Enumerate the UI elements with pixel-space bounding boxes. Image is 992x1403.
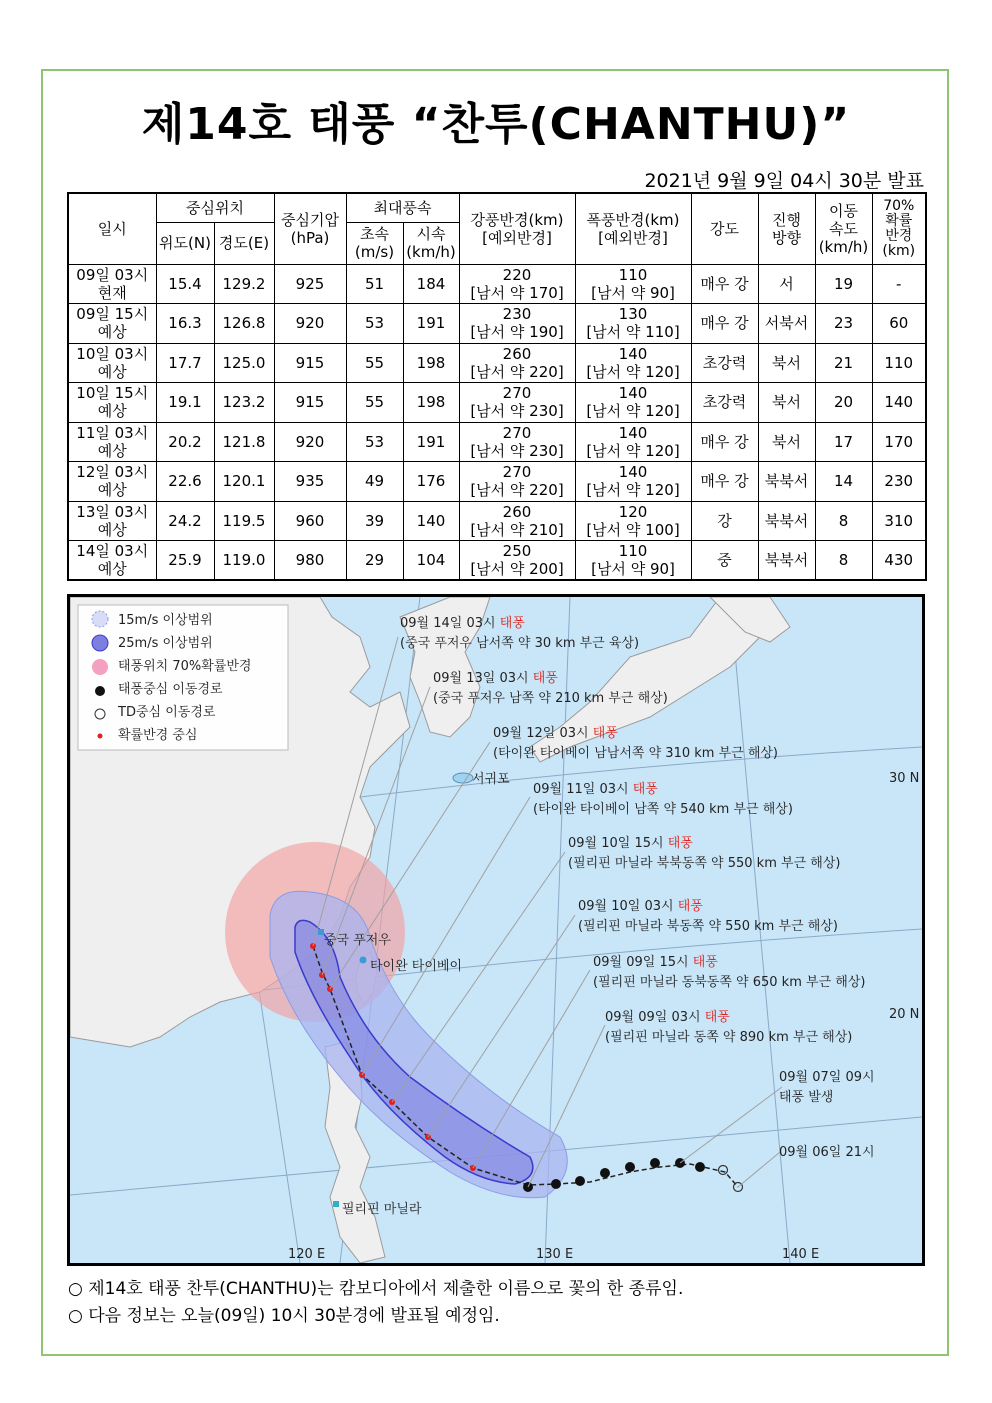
forecast-table (67, 192, 927, 581)
cell-lon: 125.0 (214, 343, 274, 383)
callout-time: 09월 13일 03시 태풍 (433, 671, 558, 686)
header-speed: 이동 속도 (km/h) (815, 193, 872, 264)
legend-label: 25m/s 이상범위 (118, 636, 213, 651)
cell-ms: 53 (346, 422, 403, 462)
cell-prob: 430 (872, 541, 926, 581)
header-ms: 초속 (m/s) (346, 222, 403, 264)
cell-storm: 110 [남서 약 90] (575, 541, 691, 581)
callout-tag: 태풍 (667, 836, 693, 851)
table-row (68, 541, 926, 581)
cell-time: 10일 15시 예상 (68, 383, 156, 423)
cell-lat: 15.4 (156, 264, 214, 304)
cell-lat: 19.1 (156, 383, 214, 423)
cell-kmh: 198 (403, 383, 459, 423)
typhoon-symbol-icon (95, 686, 105, 696)
cell-kmh: 191 (403, 304, 459, 344)
start-time: 09월 06일 21시 (779, 1145, 875, 1160)
cell-storm: 120 [남서 약 100] (575, 501, 691, 541)
table-row (68, 462, 926, 502)
callout-time: 09월 10일 15시 태풍 (568, 836, 693, 851)
cell-intensity: 매우 강 (691, 304, 758, 344)
cell-lon: 121.8 (214, 422, 274, 462)
callout-desc: (중국 푸저우 남쪽 약 210 km 부근 해상) (433, 691, 668, 706)
callout-time: 09월 11일 03시 태풍 (533, 782, 658, 797)
cell-storm: 140 [남서 약 120] (575, 343, 691, 383)
typhoon-symbol-past-4 (625, 1162, 635, 1172)
cell-time: 09일 15시 예상 (68, 304, 156, 344)
genesis-desc: 태풍 발생 (779, 1090, 834, 1105)
forecast-rows (68, 264, 926, 580)
cell-speed: 21 (815, 343, 872, 383)
cell-time: 09일 03시 현재 (68, 264, 156, 304)
cell-intensity: 초강력 (691, 343, 758, 383)
callout-tag: 태풍 (632, 782, 658, 797)
header-center: 중심위치 (156, 193, 274, 222)
cell-gale: 270 [남서 약 220] (459, 462, 575, 502)
cell-gale: 260 [남서 약 210] (459, 501, 575, 541)
cell-lon: 120.1 (214, 462, 274, 502)
map-canvas (70, 597, 922, 1263)
cell-dir: 서 (758, 264, 815, 304)
cell-time: 10일 03시 예상 (68, 343, 156, 383)
cell-hpa: 920 (274, 422, 346, 462)
cell-prob: 110 (872, 343, 926, 383)
cell-dir: 북북서 (758, 462, 815, 502)
light-blue-circle-icon (92, 611, 108, 627)
table-row (68, 304, 926, 344)
cell-lat: 24.2 (156, 501, 214, 541)
genesis-time: 09월 07일 09시 (779, 1070, 875, 1085)
cell-ms: 39 (346, 501, 403, 541)
label-taipei: 타이완 타이베이 (370, 959, 463, 974)
grid-label-20n: 20 N (889, 1007, 920, 1022)
cell-kmh: 104 (403, 541, 459, 581)
cell-kmh: 191 (403, 422, 459, 462)
legend-label: 태풍중심 이동경로 (118, 682, 223, 697)
notes (68, 1276, 683, 1330)
cell-intensity: 중 (691, 541, 758, 581)
cell-storm: 130 [남서 약 110] (575, 304, 691, 344)
cell-prob: - (872, 264, 926, 304)
cell-lon: 126.8 (214, 304, 274, 344)
land-jeju (453, 773, 473, 783)
header-storm-radius: 폭풍반경(km) [예외반경] (575, 193, 691, 264)
cell-prob: 310 (872, 501, 926, 541)
cell-dir: 서북서 (758, 304, 815, 344)
cell-gale: 270 [남서 약 230] (459, 422, 575, 462)
cell-gale: 260 [남서 약 220] (459, 343, 575, 383)
cell-intensity: 매우 강 (691, 422, 758, 462)
header-maxwind: 최대풍속 (346, 193, 459, 222)
cell-dir: 북북서 (758, 541, 815, 581)
cell-ms: 55 (346, 383, 403, 423)
cell-hpa: 925 (274, 264, 346, 304)
cell-speed: 8 (815, 501, 872, 541)
cell-dir: 북서 (758, 383, 815, 423)
callout-time: 09월 12일 03시 태풍 (493, 726, 618, 741)
typhoon-symbol-past-7 (695, 1162, 705, 1172)
grid-label-140e: 140 E (782, 1247, 820, 1262)
cell-lon: 119.0 (214, 541, 274, 581)
cell-dir: 북서 (758, 343, 815, 383)
legend-label: 확률반경 중심 (118, 728, 198, 743)
cell-speed: 19 (815, 264, 872, 304)
label-fuzhou: 중국 푸저우 (324, 933, 391, 948)
cell-lon: 123.2 (214, 383, 274, 423)
grid-label-30n: 30 N (889, 771, 920, 786)
grid-label-130e: 130 E (536, 1247, 574, 1262)
callout-tag: 태풍 (677, 899, 703, 914)
callout-time: 09월 10일 03시 태풍 (578, 899, 703, 914)
cell-kmh: 198 (403, 343, 459, 383)
callout-time: 09월 09일 03시 태풍 (605, 1010, 730, 1025)
track-map (67, 594, 925, 1266)
cell-lon: 119.5 (214, 501, 274, 541)
cell-hpa: 915 (274, 383, 346, 423)
header-intensity: 강도 (691, 193, 758, 264)
cell-ms: 53 (346, 304, 403, 344)
label-seogwipo: 서귀포 (472, 772, 510, 787)
red-dot-icon (98, 734, 103, 739)
callout-time: 09월 14일 03시 태풍 (400, 616, 525, 631)
callout-time: 09월 09일 15시 태풍 (593, 955, 718, 970)
typhoon-symbol-past-5 (650, 1158, 660, 1168)
cell-ms: 49 (346, 462, 403, 502)
cell-hpa: 960 (274, 501, 346, 541)
cell-hpa: 980 (274, 541, 346, 581)
page-title: 제14호 태풍 “찬투(CHANTHU)” (141, 99, 851, 150)
cell-kmh: 176 (403, 462, 459, 502)
cell-gale: 220 [남서 약 170] (459, 264, 575, 304)
typhoon-symbol-past-3 (600, 1168, 610, 1178)
typhoon-symbol-past-1 (551, 1179, 561, 1189)
cell-gale: 230 [남서 약 190] (459, 304, 575, 344)
grid-label-120e: 120 E (288, 1247, 326, 1262)
table-row (68, 264, 926, 304)
table-row (68, 343, 926, 383)
legend-label: TD중심 이동경로 (118, 705, 216, 720)
header-direction: 진행 방향 (758, 193, 815, 264)
callout-tag: 태풍 (532, 671, 558, 686)
pink-circle-icon (92, 659, 108, 675)
cell-dir: 북북서 (758, 501, 815, 541)
callout-desc: (중국 푸저우 남서쪽 약 30 km 부근 육상) (400, 636, 640, 651)
cell-time: 12일 03시 예상 (68, 462, 156, 502)
cell-kmh: 184 (403, 264, 459, 304)
callout-tag: 태풍 (692, 955, 718, 970)
cell-speed: 17 (815, 422, 872, 462)
cell-storm: 110 [남서 약 90] (575, 264, 691, 304)
cell-lat: 16.3 (156, 304, 214, 344)
cell-time: 11일 03시 예상 (68, 422, 156, 462)
note-name-origin: ○ 제14호 태풍 찬투(CHANTHU)는 캄보디아에서 제출한 이름으로 꽃의 한 종류임. (68, 1279, 684, 1299)
cell-ms: 29 (346, 541, 403, 581)
callout-desc: (타이완 타이베이 남남서쪽 약 310 km 부근 해상) (493, 746, 779, 761)
cell-lat: 22.6 (156, 462, 214, 502)
header-pressure: 중심기압 (hPa) (274, 193, 346, 264)
cell-lat: 25.9 (156, 541, 214, 581)
cell-time: 14일 03시 예상 (68, 541, 156, 581)
cell-storm: 140 [남서 약 120] (575, 462, 691, 502)
typhoon-symbol-past-2 (575, 1176, 585, 1186)
cell-prob: 60 (872, 304, 926, 344)
cell-intensity: 강 (691, 501, 758, 541)
cell-hpa: 935 (274, 462, 346, 502)
cell-ms: 55 (346, 343, 403, 383)
legend-label: 15m/s 이상범위 (118, 613, 213, 628)
cell-speed: 14 (815, 462, 872, 502)
issued-timestamp: 2021년 9월 9일 04시 30분 발표 (644, 170, 924, 192)
blue-circle-icon (92, 635, 108, 651)
cell-intensity: 매우 강 (691, 462, 758, 502)
cell-gale: 270 [남서 약 230] (459, 383, 575, 423)
taipei-marker (360, 957, 367, 964)
callout-tag: 태풍 (704, 1010, 730, 1025)
label-manila: 필리핀 마닐라 (342, 1202, 422, 1217)
map-legend (78, 605, 288, 750)
cell-intensity: 매우 강 (691, 264, 758, 304)
cell-prob: 170 (872, 422, 926, 462)
callout-desc: (필리핀 마닐라 동쪽 약 890 km 부근 해상) (605, 1030, 853, 1045)
cell-speed: 23 (815, 304, 872, 344)
callout-desc: (필리핀 마닐라 북동쪽 약 550 km 부근 해상) (578, 919, 838, 934)
header-lat: 위도(N) (156, 222, 214, 264)
header-gale-radius: 강풍반경(km) [예외반경] (459, 193, 575, 264)
cell-storm: 140 [남서 약 120] (575, 422, 691, 462)
cell-lat: 17.7 (156, 343, 214, 383)
cell-hpa: 915 (274, 343, 346, 383)
table-row (68, 501, 926, 541)
cell-kmh: 140 (403, 501, 459, 541)
manila-marker (333, 1201, 339, 1207)
note-next-issue: ○ 다음 정보는 오늘(09일) 10시 30분경에 발표될 예정임. (68, 1306, 500, 1326)
table-row (68, 422, 926, 462)
cell-intensity: 초강력 (691, 383, 758, 423)
cell-prob: 140 (872, 383, 926, 423)
callout-desc: (타이완 타이베이 남쪽 약 540 km 부근 해상) (533, 802, 793, 817)
cell-lat: 20.2 (156, 422, 214, 462)
header-datetime: 일시 (68, 193, 156, 264)
header-lon: 경도(E) (214, 222, 274, 264)
callout-desc: (필리핀 마닐라 동북동쪽 약 650 km 부근 해상) (593, 975, 866, 990)
cell-ms: 51 (346, 264, 403, 304)
cell-storm: 140 [남서 약 120] (575, 383, 691, 423)
legend-label: 태풍위치 70%확률반경 (118, 659, 252, 674)
cell-speed: 20 (815, 383, 872, 423)
header-kmh: 시속 (km/h) (403, 222, 459, 264)
cell-lon: 129.2 (214, 264, 274, 304)
cell-time: 13일 03시 예상 (68, 501, 156, 541)
cell-gale: 250 [남서 약 200] (459, 541, 575, 581)
cell-speed: 8 (815, 541, 872, 581)
cell-dir: 북서 (758, 422, 815, 462)
table-row (68, 383, 926, 423)
callout-tag: 태풍 (499, 616, 525, 631)
cell-hpa: 920 (274, 304, 346, 344)
callout-desc: (필리핀 마닐라 북북동쪽 약 550 km 부근 해상) (568, 856, 841, 871)
header-probability: 70% 확률 반경 (km) (872, 193, 926, 264)
callout-tag: 태풍 (592, 726, 618, 741)
cell-prob: 230 (872, 462, 926, 502)
